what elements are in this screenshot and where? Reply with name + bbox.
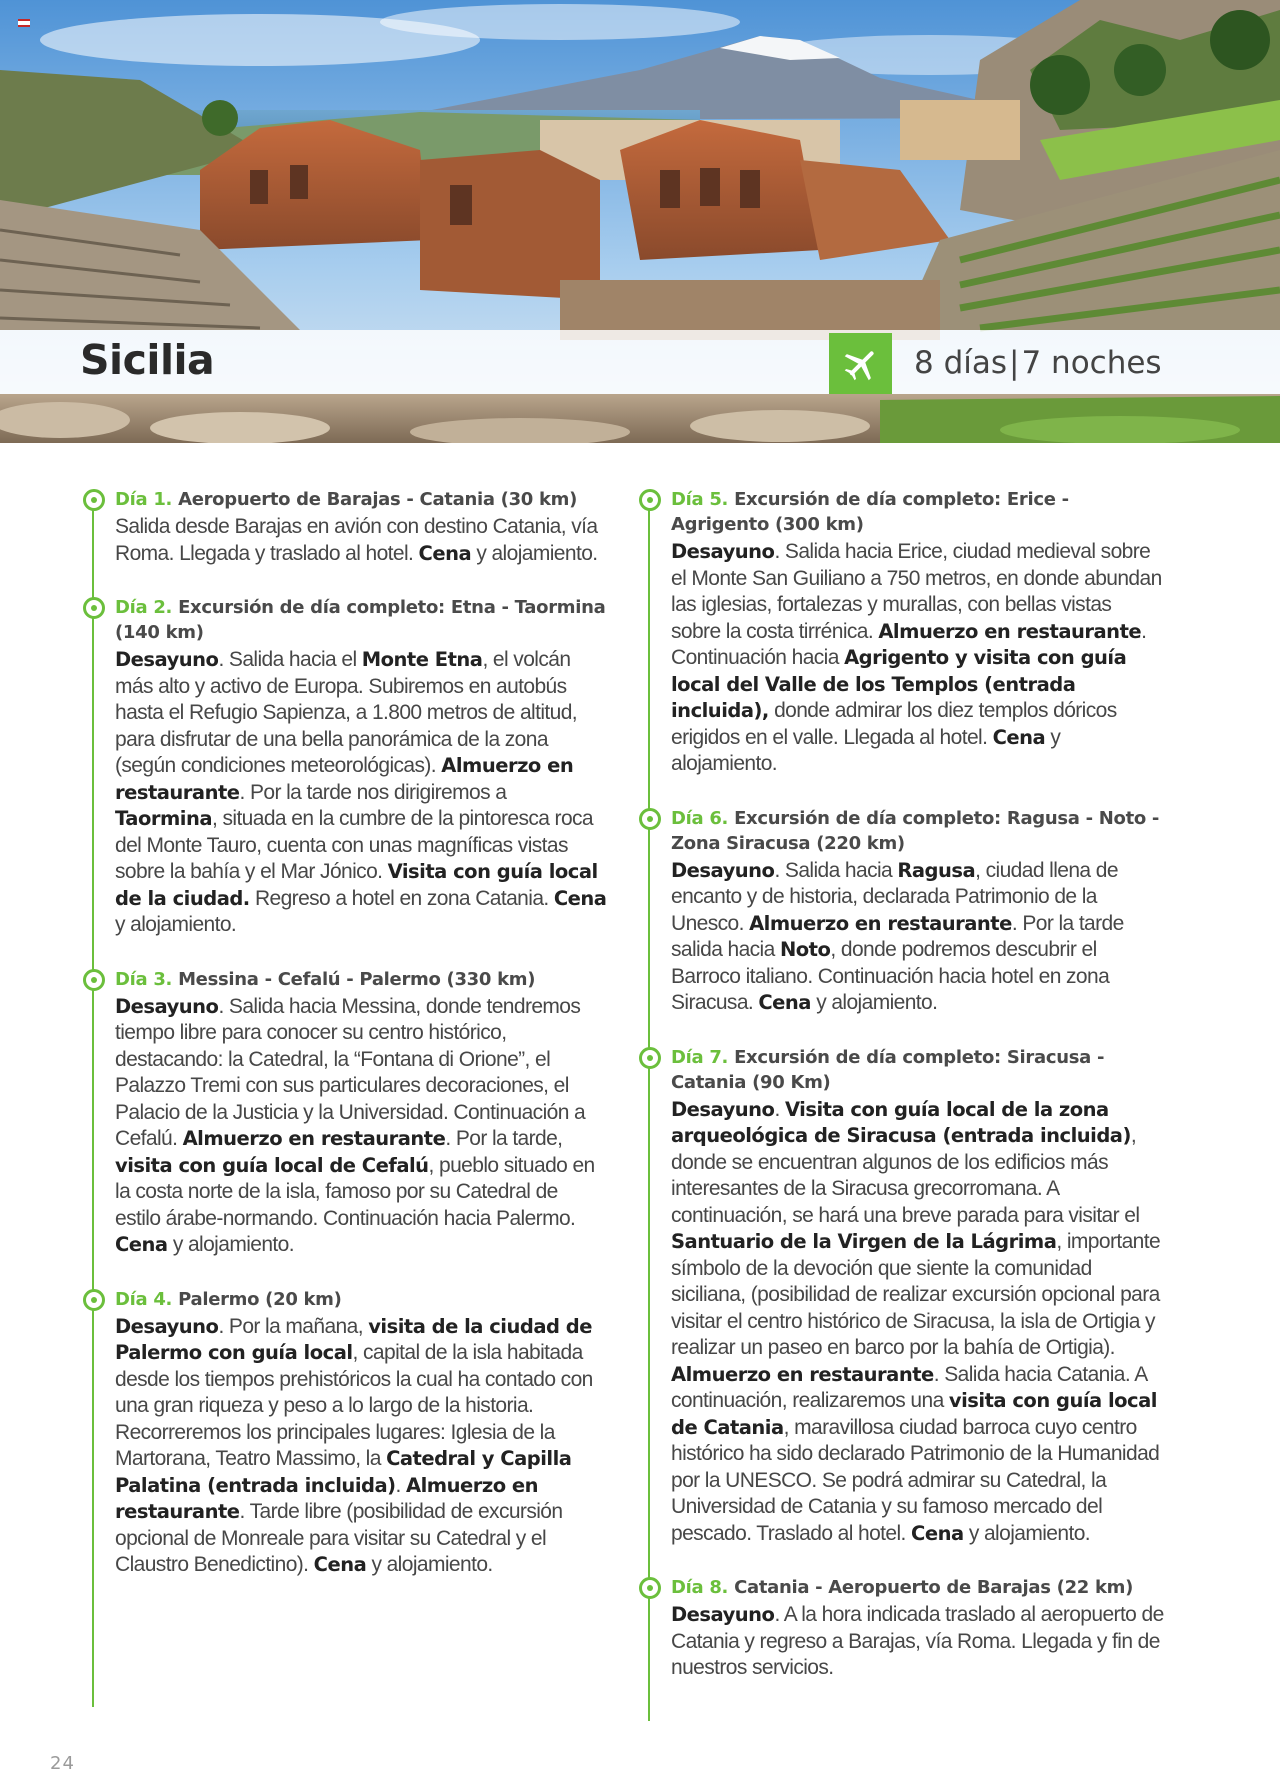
day-number: Día 6. bbox=[671, 807, 729, 829]
highlight-text: visita con guía local de Catania bbox=[671, 1389, 1157, 1439]
description-text: , donde podremos descubrir el Barroco italiano. Continuación hacia hotel en zona Siracusa. bbox=[671, 938, 1110, 1014]
highlight-text: Almuerzo en restaurante bbox=[115, 754, 574, 804]
day-description bbox=[115, 514, 608, 567]
description-text: y alojamiento. bbox=[471, 541, 598, 565]
timeline-bullet-icon bbox=[83, 1289, 105, 1311]
description-text: . A la hora indicada traslado al aeropuerto de Catania y regreso a Barajas, vía Roma. Llegada y fin de nuestros servicios. bbox=[671, 1603, 1164, 1679]
description-text: , importante símbolo de la devoción que siente la comunidad siciliana, (posibilidad de realizar excursión opcional para visitar el centro histórico de Siracusa, la isla de Ortigia y realizar un paseo en barco por la bahía de Ortigia). bbox=[671, 1230, 1161, 1359]
highlight-text: visita de la ciudad de Palermo con guía local bbox=[115, 1314, 592, 1364]
description-text: y alojamiento. bbox=[115, 913, 237, 936]
description-text: . Por la mañana, bbox=[218, 1314, 369, 1338]
itinerary-day bbox=[644, 806, 1164, 1017]
description-text: y alojamiento. bbox=[167, 1233, 294, 1256]
highlight-text: Visita con guía local de la ciudad. bbox=[115, 860, 598, 910]
description-text: . Salida hacia Erice, ciudad medieval sobre el Monte San Guiliano a 750 metros, en donde abundan las iglesias, fortalezas y murallas, con bellas vistas sobre la costa tirrénica. bbox=[671, 540, 1162, 643]
description-text: donde admirar los diez templos dóricos erigidos en el valle. Llegada al hotel. bbox=[671, 699, 1117, 749]
description-text: . Salida hacia Messina, donde tendremos tiempo libre para conocer su centro histórico, destacando: la Catedral, la “Fontana di Orione”, el Palazzo Tremi con sus particulares decoraciones, el Palacio de la Justicia y la Universidad. Continuación a Cefalú. bbox=[115, 994, 586, 1150]
highlight-text: visita con guía local de Cefalú bbox=[115, 1153, 429, 1177]
flag-icon bbox=[18, 19, 30, 27]
highlight-text: Ragusa bbox=[897, 858, 976, 882]
day-title: Excursión de día completo: Ragusa - Noto - Zona Siracusa (220 km) bbox=[671, 807, 1160, 854]
highlight-text: Cena bbox=[992, 725, 1046, 749]
description-text: Regreso a hotel en zona Catania. bbox=[249, 886, 554, 910]
itinerary-day bbox=[644, 1575, 1164, 1682]
highlight-text: Desayuno bbox=[671, 540, 775, 563]
highlight-text: Noto bbox=[779, 938, 831, 961]
page-number: 24 bbox=[50, 1753, 75, 1774]
highlight-text: Almuerzo en restaurante bbox=[115, 1473, 538, 1523]
day-description bbox=[671, 1097, 1164, 1548]
day-title: Messina - Cefalú - Palermo (330 km) bbox=[178, 968, 536, 990]
day-title: Palermo (20 km) bbox=[178, 1288, 342, 1310]
itinerary-day bbox=[644, 487, 1164, 778]
description-text: y alojamiento. bbox=[810, 991, 938, 1014]
highlight-text: Desayuno bbox=[671, 858, 775, 882]
description-text: , pueblo situado en la costa norte de la isla, famoso por su Catedral de estilo árabe-normando. Continuación hacia Palermo. bbox=[115, 1153, 595, 1230]
itinerary-day bbox=[644, 1045, 1164, 1548]
highlight-text: Desayuno bbox=[115, 994, 219, 1018]
day-heading bbox=[115, 967, 608, 992]
timeline-bullet-icon bbox=[639, 1577, 661, 1599]
day-description bbox=[671, 858, 1164, 1017]
itinerary-day bbox=[88, 487, 608, 567]
day-description bbox=[115, 647, 608, 939]
day-description bbox=[115, 994, 608, 1259]
highlight-text: Taormina bbox=[115, 807, 213, 830]
highlight-text: Almuerzo en restaurante bbox=[878, 619, 1142, 643]
description-text: , maravillosa ciudad barroca cuyo centro histórico ha sido declarado Patrimonio de la Humanidad por la UNESCO. Se podrá admirar su Catedral, la Universidad de Catania y su famoso mercado del pescado. Traslado al hotel. bbox=[671, 1415, 1160, 1545]
highlight-text: Almuerzo en restaurante bbox=[671, 1362, 934, 1386]
itinerary-column-right bbox=[644, 487, 1164, 1710]
highlight-text: Cena bbox=[418, 541, 472, 565]
day-heading bbox=[671, 1575, 1164, 1600]
day-number: Día 1. bbox=[115, 489, 173, 510]
day-heading bbox=[671, 487, 1164, 537]
highlight-text: Visita con guía local de la zona arqueológica de Siracusa (entrada incluida) bbox=[671, 1097, 1131, 1147]
description-text: y alojamiento. bbox=[963, 1521, 1091, 1545]
day-heading bbox=[115, 1287, 608, 1312]
highlight-text: Cena bbox=[313, 1553, 367, 1576]
description-text: y alojamiento. bbox=[366, 1553, 493, 1576]
day-title: Excursión de día completo: Erice - Agrigento (300 km) bbox=[671, 489, 1069, 535]
day-title: Aeropuerto de Barajas - Catania (30 km) bbox=[178, 489, 578, 510]
day-title: Excursión de día completo: Siracusa - Catania (90 Km) bbox=[671, 1046, 1105, 1093]
highlight-text: Cena bbox=[758, 991, 811, 1014]
day-title: Catania - Aeropuerto de Barajas (22 km) bbox=[734, 1577, 1134, 1598]
day-number: Día 7. bbox=[671, 1046, 729, 1068]
itinerary-day bbox=[88, 595, 608, 939]
description-text: Salida desde Barajas en avión con destino Catania, vía Roma. Llegada y traslado al hotel. bbox=[115, 515, 598, 565]
itinerary-day bbox=[88, 967, 608, 1259]
day-heading bbox=[115, 487, 608, 512]
description-text: . Salida hacia Catania. A continuación, realizaremos una bbox=[671, 1362, 1147, 1412]
day-title: Excursión de día completo: Etna - Taormina (140 km) bbox=[115, 597, 606, 643]
duration-nights: 7 noches bbox=[1021, 345, 1162, 381]
timeline-bullet-icon bbox=[83, 597, 105, 619]
trip-duration bbox=[914, 345, 1162, 381]
description-text: . Por la tarde nos dirigiremos a bbox=[239, 780, 507, 804]
description-text: . bbox=[395, 1473, 407, 1497]
description-text: , situada en la cumbre de la pintoresca roca del Monte Tauro, cuenta con unas magníficas vistas sobre la bahía y el Mar Jónico. bbox=[115, 807, 594, 883]
highlight-text: Desayuno bbox=[115, 648, 219, 671]
airplane-glyph bbox=[841, 344, 881, 384]
timeline-bullet-icon bbox=[639, 1047, 661, 1069]
highlight-text: Cena bbox=[115, 1233, 168, 1256]
day-description bbox=[671, 1602, 1164, 1682]
itinerary-day bbox=[88, 1287, 608, 1579]
description-text: . Por la tarde salida hacia bbox=[671, 911, 1124, 961]
description-text: . Salida hacia bbox=[774, 858, 898, 882]
day-number: Día 8. bbox=[671, 1577, 729, 1598]
airplane-icon bbox=[829, 333, 892, 394]
timeline-bullet-icon bbox=[83, 969, 105, 991]
highlight-text: Almuerzo en restaurante bbox=[749, 911, 1012, 935]
day-heading bbox=[671, 1045, 1164, 1095]
day-description bbox=[115, 1314, 608, 1579]
itinerary-column-left bbox=[88, 487, 608, 1607]
timeline-bullet-icon bbox=[639, 808, 661, 830]
duration-separator: | bbox=[1009, 345, 1020, 381]
day-description bbox=[671, 539, 1164, 778]
day-number: Día 2. bbox=[115, 597, 173, 618]
description-text: , ciudad llena de encanto y de historia, declarada Patrimonio de la Unesco. bbox=[671, 858, 1118, 935]
highlight-text: Almuerzo en restaurante bbox=[182, 1127, 446, 1150]
highlight-text: Santuario de la Virgen de la Lágrima bbox=[671, 1230, 1057, 1253]
description-text: . bbox=[774, 1097, 785, 1121]
description-text: , el volcán más alto y activo de Europa. Subiremos en autobús hasta el Refugio Sapienza, a 1.800 metros de altitud, para disfrutar de una bella panorámica de la zona (según condiciones meteorológicas). bbox=[115, 648, 578, 777]
timeline-bullet-icon bbox=[83, 489, 105, 511]
day-heading bbox=[115, 595, 608, 645]
highlight-text: Agrigento y visita con guía local del Valle de los Templos (entrada incluida), bbox=[671, 646, 1127, 722]
highlight-text: Catedral y Capilla Palatina (entrada incluida) bbox=[115, 1447, 572, 1497]
description-text: . Salida hacia el bbox=[218, 648, 362, 671]
highlight-text: Monte Etna bbox=[361, 648, 483, 671]
description-text: . Tarde libre (posibilidad de excursión opcional de Monreale para visitar su Catedral y el Claustro Benedictino). bbox=[115, 1500, 563, 1576]
description-text: y alojamiento. bbox=[671, 725, 1061, 775]
day-number: Día 5. bbox=[671, 489, 729, 510]
highlight-text: Desayuno bbox=[671, 1097, 775, 1121]
highlight-text: Desayuno bbox=[115, 1314, 219, 1338]
description-text: , capital de la isla habitada desde los tiempos prehistóricos la cual ha contado con una gran riqueza y peso a lo largo de la historia. Recorreremos los principales lugares: Iglesia de la Martorana, Teatro Massimo, la bbox=[115, 1341, 593, 1470]
day-heading bbox=[671, 806, 1164, 856]
description-text: . Por la tarde, bbox=[445, 1127, 563, 1150]
highlight-text: Cena bbox=[553, 886, 607, 910]
day-number: Día 3. bbox=[115, 968, 173, 990]
page-title: Sicilia bbox=[80, 336, 215, 384]
timeline-bullet-icon bbox=[639, 489, 661, 511]
highlight-text: Cena bbox=[911, 1521, 964, 1545]
description-text: , donde se encuentran algunos de los edificios más interesantes de la Siracusa grecorromana. A continuación, se hará una breve parada para visitar el bbox=[671, 1124, 1140, 1227]
duration-days: 8 días bbox=[914, 345, 1008, 381]
highlight-text: Desayuno bbox=[671, 1603, 775, 1626]
day-number: Día 4. bbox=[115, 1288, 173, 1310]
description-text: . Continuación hacia bbox=[671, 619, 1147, 669]
